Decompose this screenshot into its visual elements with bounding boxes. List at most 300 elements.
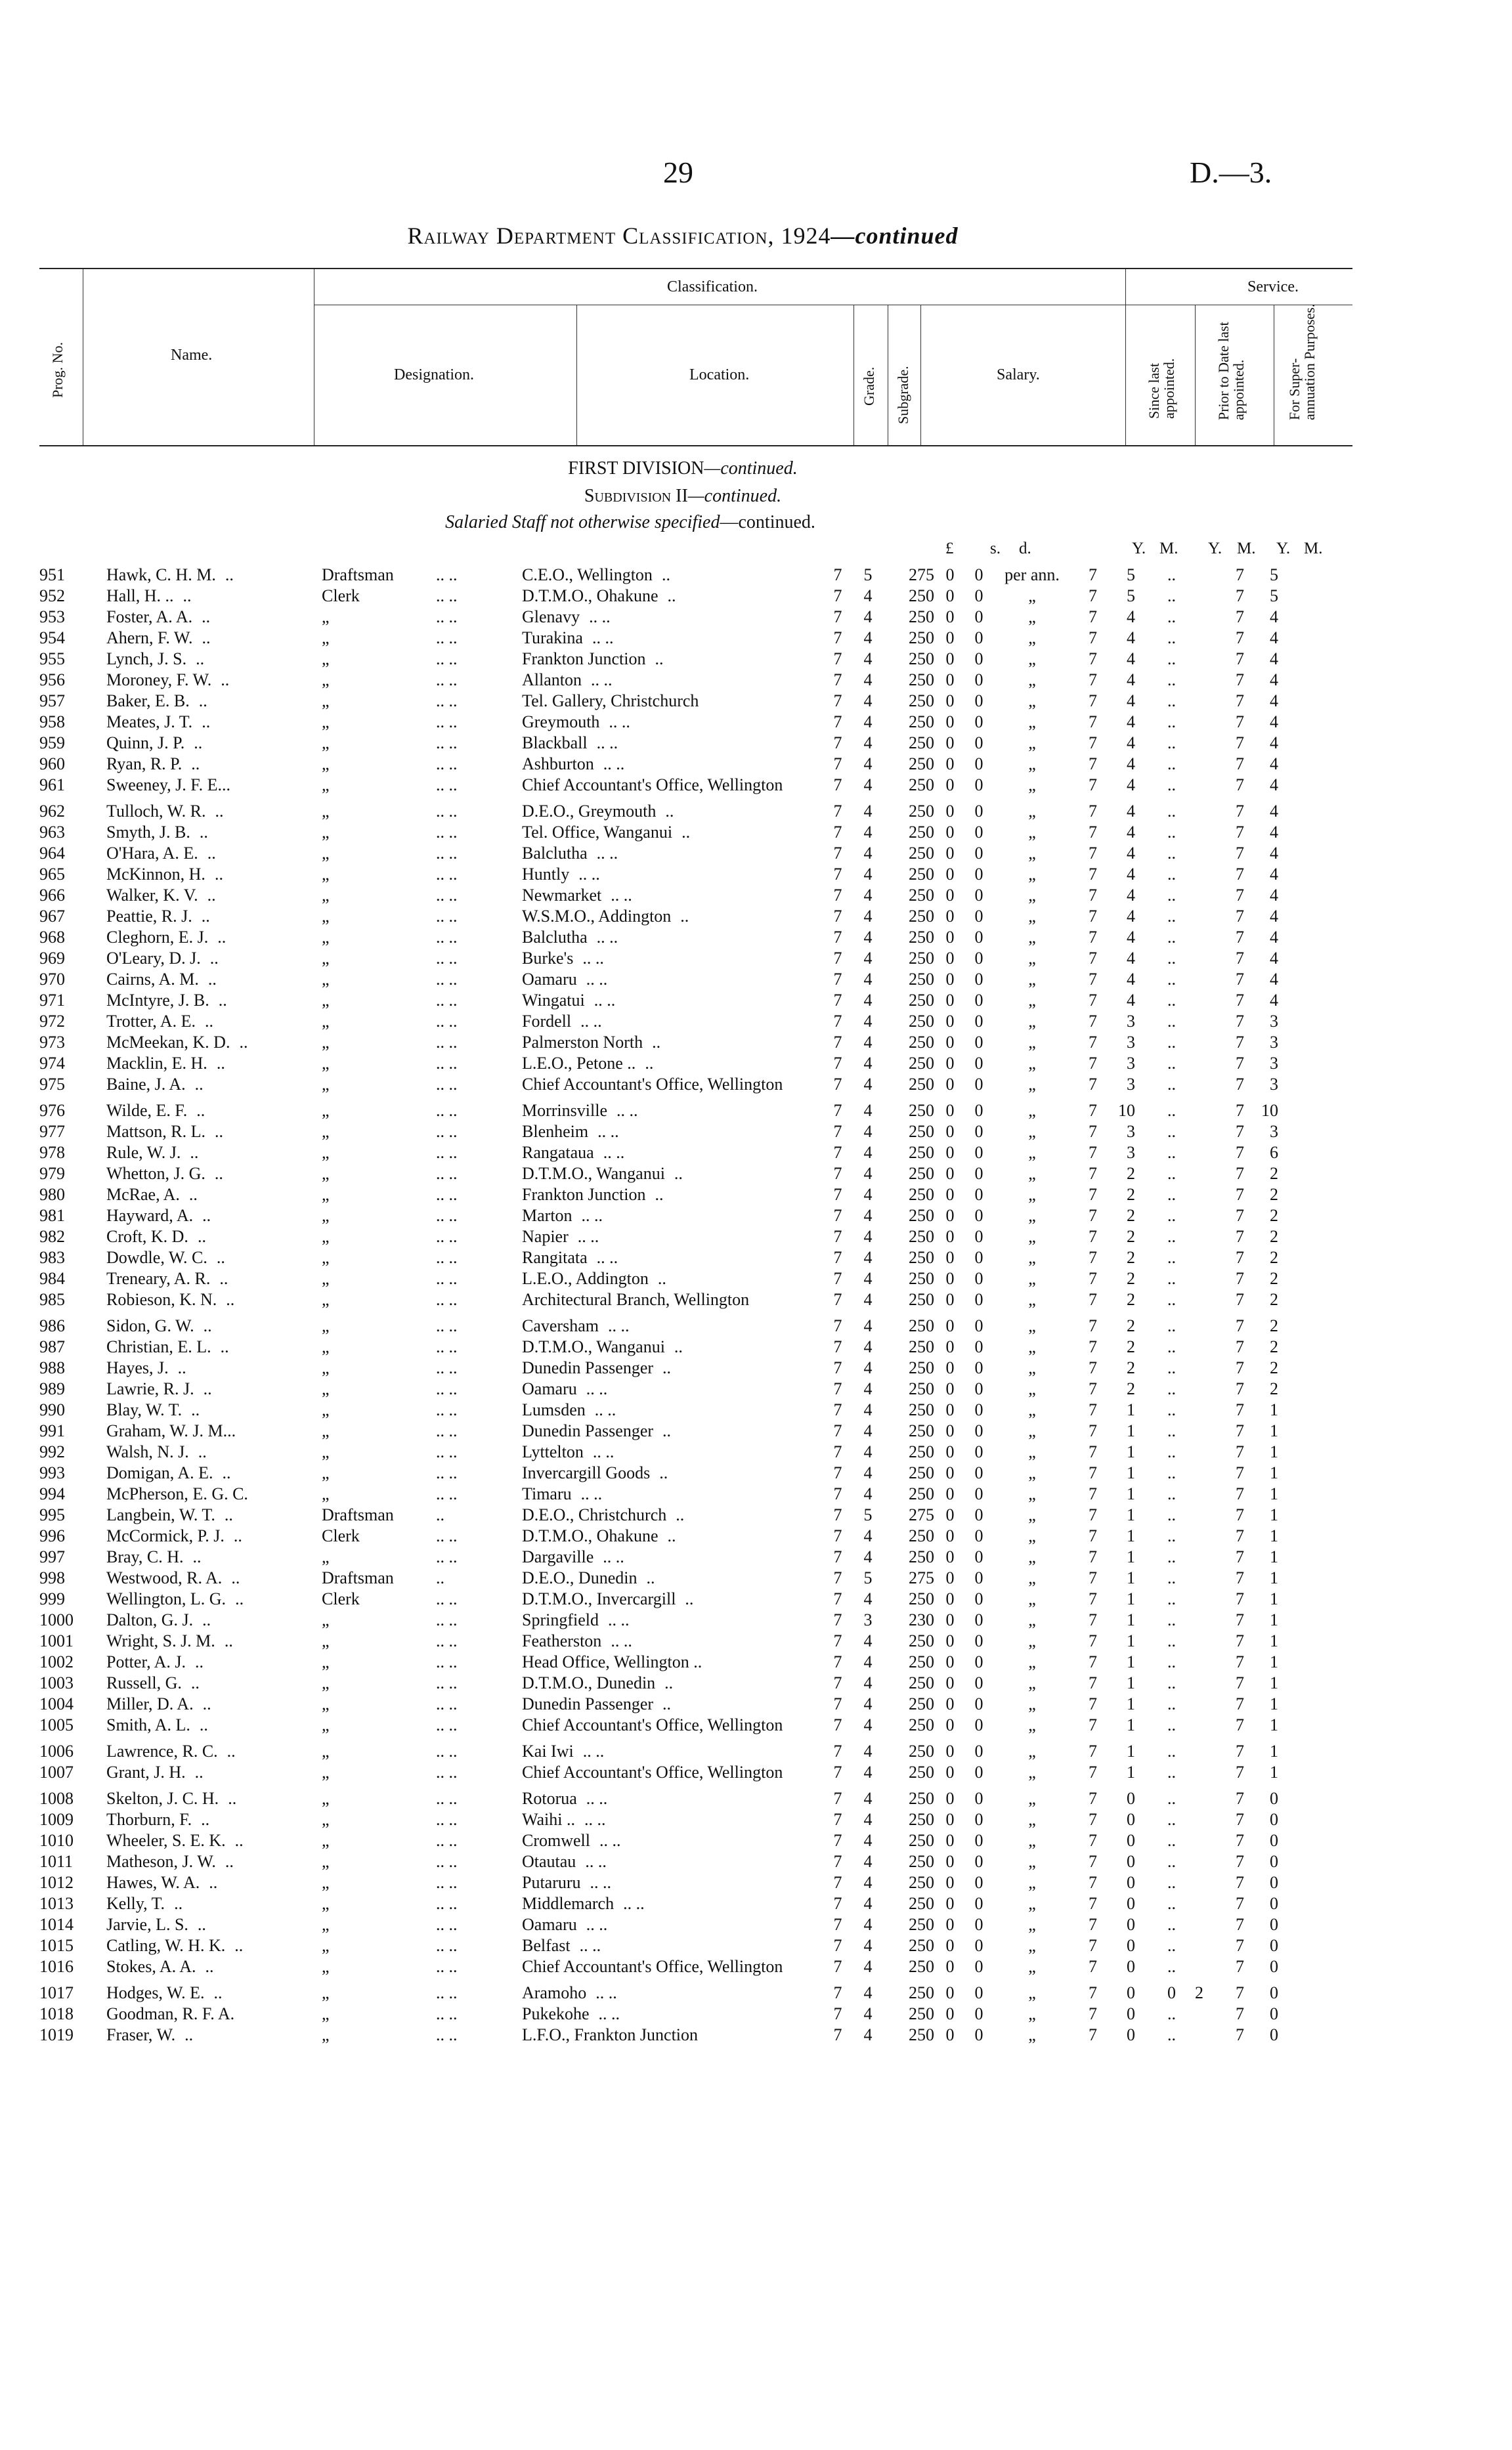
- cell-y3: 7: [1236, 928, 1244, 947]
- cell-dd: .. ..: [436, 823, 458, 842]
- cell-y1: 7: [1089, 2025, 1097, 2044]
- cell-y2: ..: [1167, 2004, 1176, 2023]
- cell-y3: 7: [1236, 2004, 1244, 2023]
- cell-sal: 250: [909, 670, 934, 689]
- location-leader: .. ..: [586, 1379, 608, 1398]
- cell-y2: ..: [1167, 1852, 1176, 1871]
- cell-m2: [1176, 1121, 1203, 1142]
- location-text: Lyttelton: [522, 1442, 584, 1461]
- cell-y1: 7: [1089, 1589, 1097, 1608]
- cell-no: 962: [39, 802, 65, 821]
- cell-s: 0: [945, 1442, 955, 1461]
- cell-dd: .. ..: [436, 1763, 458, 1782]
- cell-s: 0: [945, 1894, 955, 1913]
- cell-sal: 250: [909, 970, 934, 989]
- cell-m1: 4: [1127, 949, 1135, 968]
- table-row: [39, 1268, 1278, 1289]
- cell-no: 996: [39, 1526, 65, 1545]
- cell-y2: ..: [1167, 1484, 1176, 1503]
- cell-g: 7: [833, 1337, 842, 1356]
- name-leader: ..: [225, 1852, 234, 1871]
- cell-pa: „: [1028, 1547, 1036, 1566]
- cell-m3: 10: [1261, 1101, 1278, 1120]
- cell-g: 7: [833, 1742, 842, 1761]
- cell-m2: [1176, 1830, 1203, 1851]
- cell-y2: ..: [1167, 865, 1176, 884]
- location-leader: .. ..: [580, 1012, 602, 1031]
- location-text: Putaruru: [522, 1873, 581, 1892]
- cell-dd: .. ..: [436, 1852, 458, 1871]
- cell-no: 986: [39, 1316, 65, 1335]
- name-leader: ..: [209, 1873, 218, 1892]
- cell-name: [106, 1142, 322, 1163]
- cell-m3: 0: [1270, 1873, 1278, 1892]
- location-text: Rangataua: [522, 1143, 594, 1162]
- cell-m1: 4: [1127, 823, 1135, 842]
- cell-no: 1018: [39, 2004, 74, 2023]
- cell-y3: 7: [1236, 1915, 1244, 1934]
- cell-des: „: [322, 1122, 330, 1141]
- cell-pa: „: [1028, 802, 1036, 821]
- name-text: Grant, J. H.: [106, 1763, 186, 1782]
- location-text: L.E.O., Petone ..: [522, 1054, 636, 1073]
- name-text: Walsh, N. J.: [106, 1442, 189, 1461]
- cell-y1: 7: [1089, 1075, 1097, 1094]
- cell-sg: 4: [863, 1337, 873, 1356]
- cell-pa: „: [1028, 1463, 1036, 1482]
- cell-s: 0: [945, 1206, 955, 1225]
- name-leader: ..: [207, 844, 216, 863]
- cell-m1: 4: [1127, 775, 1135, 794]
- cell-des: „: [322, 1810, 330, 1829]
- cell-no: 997: [39, 1547, 65, 1566]
- cell-m2: [1176, 1715, 1203, 1736]
- cell-name: [106, 906, 322, 927]
- cell-sg: 4: [863, 649, 873, 668]
- cell-dd: .. ..: [436, 1915, 458, 1934]
- location-text: Cromwell: [522, 1831, 590, 1850]
- cell-location: [522, 1310, 823, 1337]
- cell-y3: 7: [1236, 1379, 1244, 1398]
- cell-y1: 7: [1089, 1673, 1097, 1692]
- cell-location: [522, 1053, 823, 1074]
- cell-g: 7: [833, 1789, 842, 1808]
- location-leader: .. ..: [579, 1936, 601, 1955]
- cell-sg: 4: [863, 1831, 873, 1850]
- table-row: [39, 2004, 1278, 2025]
- cell-sg: 4: [863, 991, 873, 1010]
- header-designation: Designation.: [394, 366, 474, 383]
- name-leader: ..: [226, 1290, 235, 1309]
- cell-sg: 4: [863, 1400, 873, 1419]
- cell-dd: .. ..: [436, 775, 458, 794]
- cell-name: [106, 1762, 322, 1783]
- cell-sal: 250: [909, 1442, 934, 1461]
- cell-m1: 0: [1127, 1915, 1135, 1934]
- cell-s: 0: [945, 1122, 955, 1141]
- cell-pa: „: [1028, 1227, 1036, 1246]
- cell-m1: 2: [1127, 1248, 1135, 1267]
- cell-pa: „: [1028, 754, 1036, 773]
- location-text: Dunedin Passenger: [522, 1694, 654, 1713]
- cell-no: 982: [39, 1227, 65, 1246]
- cell-s: 0: [945, 565, 955, 584]
- location-leader: ..: [652, 1033, 661, 1052]
- cell-sal: 250: [909, 607, 934, 626]
- cell-y3: 7: [1236, 1789, 1244, 1808]
- unit-m2: M.: [1237, 540, 1256, 557]
- table-row: [39, 1914, 1278, 1935]
- table-row: [39, 1851, 1278, 1872]
- cell-y2: ..: [1167, 1442, 1176, 1461]
- cell-y2: ..: [1167, 670, 1176, 689]
- unit-y3: Y.: [1276, 540, 1291, 557]
- cell-g: 7: [833, 607, 842, 626]
- subdivision-label: Subdivision II: [584, 486, 688, 506]
- name-leader: ..: [190, 1673, 200, 1692]
- cell-no: 987: [39, 1337, 65, 1356]
- cell-d: 0: [974, 1012, 983, 1031]
- cell-des: „: [322, 670, 330, 689]
- cell-y1: 7: [1089, 2004, 1097, 2023]
- cell-sg: 4: [863, 1763, 873, 1782]
- name-text: Hayward, A.: [106, 1206, 194, 1225]
- name-text: Wright, S. J. M.: [106, 1631, 215, 1650]
- cell-y2: ..: [1167, 1206, 1176, 1225]
- name-leader: ..: [183, 586, 192, 605]
- cell-m3: 1: [1270, 1484, 1278, 1503]
- cell-no: 1005: [39, 1715, 74, 1734]
- cell-location: [522, 822, 823, 843]
- table-row: [39, 1762, 1278, 1783]
- cell-m3: 0: [1270, 1957, 1278, 1976]
- header-name: Name.: [171, 347, 213, 364]
- cell-sg: 4: [863, 1248, 873, 1267]
- cell-no: 1015: [39, 1936, 74, 1955]
- cell-location: [522, 1268, 823, 1289]
- cell-y3: 7: [1236, 754, 1244, 773]
- name-text: Ryan, R. P.: [106, 754, 183, 773]
- cell-s: 0: [945, 2004, 955, 2023]
- cell-dd: .. ..: [436, 907, 458, 926]
- cell-y3: 7: [1236, 1652, 1244, 1671]
- cell-name: [106, 796, 322, 822]
- cell-des: „: [322, 991, 330, 1010]
- cell-s: 0: [945, 607, 955, 626]
- cell-m2: [1176, 1484, 1203, 1505]
- cell-des: „: [322, 1957, 330, 1976]
- location-text: Frankton Junction: [522, 1185, 646, 1204]
- cell-no: 1013: [39, 1894, 74, 1913]
- name-leader: ..: [205, 1957, 214, 1976]
- cell-g: 7: [833, 1101, 842, 1120]
- cell-y2: ..: [1167, 1610, 1176, 1629]
- cell-d: 0: [974, 2004, 983, 2023]
- cell-dd: .. ..: [436, 991, 458, 1010]
- cell-pa: „: [1028, 1505, 1036, 1524]
- cell-m2: [1176, 754, 1203, 775]
- cell-s: 0: [945, 991, 955, 1010]
- name-leader: ..: [197, 1915, 206, 1934]
- cell-m2: [1176, 1011, 1203, 1032]
- cell-d: 0: [974, 1610, 983, 1629]
- cell-y3: 7: [1236, 1936, 1244, 1955]
- cell-sg: 4: [863, 1442, 873, 1461]
- unit-y2: Y.: [1208, 540, 1222, 557]
- cell-s: 0: [945, 1652, 955, 1671]
- cell-y3: 7: [1236, 844, 1244, 863]
- name-leader: ..: [220, 1337, 229, 1356]
- cell-y2: ..: [1167, 1789, 1176, 1808]
- cell-sg: 4: [863, 1227, 873, 1246]
- cell-no: 953: [39, 607, 65, 626]
- name-text: Dowdle, W. C.: [106, 1248, 207, 1267]
- cell-y3: 7: [1236, 1589, 1244, 1608]
- header-location: Location.: [689, 366, 750, 383]
- name-leader: ..: [194, 1075, 204, 1094]
- cell-location: [522, 1652, 823, 1673]
- cell-sal: 250: [909, 928, 934, 947]
- cell-des: „: [322, 1463, 330, 1482]
- cell-dd: .. ..: [436, 670, 458, 689]
- cell-dd: .. ..: [436, 802, 458, 821]
- cell-no: 983: [39, 1248, 65, 1267]
- cell-y3: 7: [1236, 1185, 1244, 1204]
- cell-d: 0: [974, 907, 983, 926]
- cell-des: „: [322, 1101, 330, 1120]
- cell-m1: 3: [1127, 1033, 1135, 1052]
- cell-sg: 4: [863, 1143, 873, 1162]
- cell-des: „: [322, 928, 330, 947]
- cell-s: 0: [945, 1143, 955, 1162]
- name-text: Catling, W. H. K.: [106, 1936, 226, 1955]
- cell-g: 7: [833, 1421, 842, 1440]
- cell-m2: [1176, 1184, 1203, 1205]
- cell-pa: „: [1028, 823, 1036, 842]
- cell-sal: 250: [909, 1206, 934, 1225]
- cell-y3: 7: [1236, 1206, 1244, 1225]
- name-leader: ..: [194, 733, 203, 752]
- cell-y1: 7: [1089, 670, 1097, 689]
- location-leader: .. ..: [623, 1894, 645, 1913]
- cell-sal: 250: [909, 649, 934, 668]
- table-row: [39, 1589, 1278, 1610]
- cell-y2: ..: [1167, 1873, 1176, 1892]
- cell-sg: 4: [863, 733, 873, 752]
- cell-location: [522, 1783, 823, 1809]
- cell-d: 0: [974, 1505, 983, 1524]
- cell-y3: 7: [1236, 2025, 1244, 2044]
- cell-name: [106, 1851, 322, 1872]
- cell-sal: 250: [909, 2004, 934, 2023]
- cell-m3: 4: [1270, 865, 1278, 884]
- cell-y3: 7: [1236, 1484, 1244, 1503]
- cell-g: 7: [833, 733, 842, 752]
- cell-name: [106, 775, 322, 796]
- cell-m3: 4: [1270, 844, 1278, 863]
- cell-m2: [1176, 1337, 1203, 1358]
- name-leader: ..: [214, 865, 223, 884]
- cell-no: 973: [39, 1033, 65, 1052]
- cell-sg: 4: [863, 1673, 873, 1692]
- cell-sal: 250: [909, 1589, 934, 1608]
- location-leader: .. ..: [589, 607, 611, 626]
- cell-m1: 4: [1127, 691, 1135, 710]
- cell-m3: 1: [1270, 1742, 1278, 1761]
- cell-pa: „: [1028, 1957, 1036, 1976]
- cell-location: [522, 1631, 823, 1652]
- cell-no: 995: [39, 1505, 65, 1524]
- cell-y1: 7: [1089, 949, 1097, 968]
- cell-dd: .. ..: [436, 1075, 458, 1094]
- cell-y1: 7: [1089, 1269, 1097, 1288]
- cell-d: 0: [974, 586, 983, 605]
- cell-sal: 250: [909, 1400, 934, 1419]
- table-row: [39, 1505, 1278, 1526]
- cell-name: [106, 1184, 322, 1205]
- cell-m1: 2: [1127, 1164, 1135, 1183]
- cell-m2: [1176, 1893, 1203, 1914]
- cell-pa: „: [1028, 928, 1036, 947]
- name-leader: ..: [207, 886, 216, 905]
- cell-m1: 4: [1127, 802, 1135, 821]
- cell-sg: 5: [863, 1568, 873, 1587]
- cell-dd: .. ..: [436, 1463, 458, 1482]
- cell-y1: 7: [1089, 1442, 1097, 1461]
- cell-no: 974: [39, 1054, 65, 1073]
- cell-no: 998: [39, 1568, 65, 1587]
- cell-location: [522, 1095, 823, 1121]
- location-text: Timaru: [522, 1484, 572, 1503]
- cell-y1: 7: [1089, 1652, 1097, 1671]
- cell-g: 7: [833, 1673, 842, 1692]
- cell-sg: 4: [863, 1290, 873, 1309]
- cell-sal: 250: [909, 733, 934, 752]
- cell-sal: 250: [909, 775, 934, 794]
- cell-y3: 7: [1236, 1442, 1244, 1461]
- name-leader: ..: [199, 823, 208, 842]
- name-text: Smyth, J. B.: [106, 823, 190, 842]
- cell-no: 994: [39, 1484, 65, 1503]
- cell-location: [522, 1484, 823, 1505]
- cell-name: [106, 670, 322, 691]
- cell-m3: 0: [1270, 1936, 1278, 1955]
- cell-location: [522, 1589, 823, 1610]
- cell-m2: [1176, 628, 1203, 649]
- cell-m3: 0: [1270, 1810, 1278, 1829]
- cell-dd: .. ..: [436, 949, 458, 968]
- location-leader: ..: [680, 907, 689, 926]
- cell-des: „: [322, 754, 330, 773]
- cell-s: 0: [945, 886, 955, 905]
- cell-s: 0: [945, 691, 955, 710]
- cell-m1: 0: [1127, 1810, 1135, 1829]
- cell-sal: 250: [909, 2025, 934, 2044]
- cell-name: [106, 1400, 322, 1421]
- location-text: D.E.O., Greymouth: [522, 802, 657, 821]
- cell-no: 985: [39, 1290, 65, 1309]
- cell-m2: [1176, 1956, 1203, 1977]
- cell-g: 7: [833, 802, 842, 821]
- cell-g: 7: [833, 1631, 842, 1650]
- cell-m1: 5: [1127, 586, 1135, 605]
- cell-sal: 250: [909, 1694, 934, 1713]
- cell-sg: 4: [863, 1075, 873, 1094]
- cell-des: „: [322, 1075, 330, 1094]
- location-leader: ..: [661, 565, 670, 584]
- cell-location: [522, 1673, 823, 1694]
- location-leader: .. ..: [603, 754, 625, 773]
- cell-sal: 250: [909, 1894, 934, 1913]
- name-leader: ..: [227, 1742, 236, 1761]
- cell-location: [522, 775, 823, 796]
- cell-g: 7: [833, 1316, 842, 1335]
- cell-dd: .. ..: [436, 691, 458, 710]
- location-leader: .. ..: [596, 844, 618, 863]
- location-leader: .. ..: [581, 1206, 603, 1225]
- staff-continued: —continued.: [720, 512, 815, 532]
- cell-sg: 4: [863, 1915, 873, 1934]
- table-row: [39, 1310, 1278, 1337]
- cell-y1: 7: [1089, 1789, 1097, 1808]
- cell-sal: 275: [909, 1505, 934, 1524]
- cell-m3: 4: [1270, 712, 1278, 731]
- cell-y1: 7: [1089, 1290, 1097, 1309]
- cell-m2: [1176, 1694, 1203, 1715]
- cell-location: [522, 1715, 823, 1736]
- cell-y1: 7: [1089, 823, 1097, 842]
- cell-y1: 7: [1089, 565, 1097, 584]
- cell-pa: „: [1028, 1400, 1036, 1419]
- cell-m1: 4: [1127, 886, 1135, 905]
- cell-location: [522, 691, 823, 712]
- table-row: [39, 1610, 1278, 1631]
- cell-g: 7: [833, 586, 842, 605]
- cell-name: [106, 1914, 322, 1935]
- cell-m3: 1: [1270, 1652, 1278, 1671]
- name-text: Fraser, W.: [106, 2025, 176, 2044]
- header-rule: [920, 305, 921, 445]
- location-leader: .. ..: [594, 991, 616, 1010]
- cell-m1: 2: [1127, 1337, 1135, 1356]
- cell-sg: 5: [863, 565, 873, 584]
- table-row: [39, 565, 1278, 586]
- cell-dd: .. ..: [436, 628, 458, 647]
- cell-des: Draftsman: [322, 1505, 394, 1524]
- cell-pa: „: [1028, 1789, 1036, 1808]
- cell-s: 0: [945, 733, 955, 752]
- cell-no: 993: [39, 1463, 65, 1482]
- cell-no: 979: [39, 1164, 65, 1183]
- cell-pa: „: [1028, 865, 1036, 884]
- name-text: Hawes, W. A.: [106, 1873, 200, 1892]
- cell-y2: ..: [1167, 649, 1176, 668]
- cell-m2: [1176, 1268, 1203, 1289]
- name-text: Foster, A. A.: [106, 607, 193, 626]
- cell-m3: 1: [1270, 1421, 1278, 1440]
- cell-sg: 4: [863, 1484, 873, 1503]
- cell-m1: 4: [1127, 991, 1135, 1010]
- cell-m1: 4: [1127, 928, 1135, 947]
- cell-d: 0: [974, 712, 983, 731]
- cell-des: „: [322, 1248, 330, 1267]
- cell-pa: „: [1028, 775, 1036, 794]
- cell-m3: 0: [1270, 1852, 1278, 1871]
- location-text: Dunedin Passenger: [522, 1358, 654, 1377]
- cell-pa: „: [1028, 2004, 1036, 2023]
- cell-sg: 4: [863, 1547, 873, 1566]
- cell-sg: 4: [863, 844, 873, 863]
